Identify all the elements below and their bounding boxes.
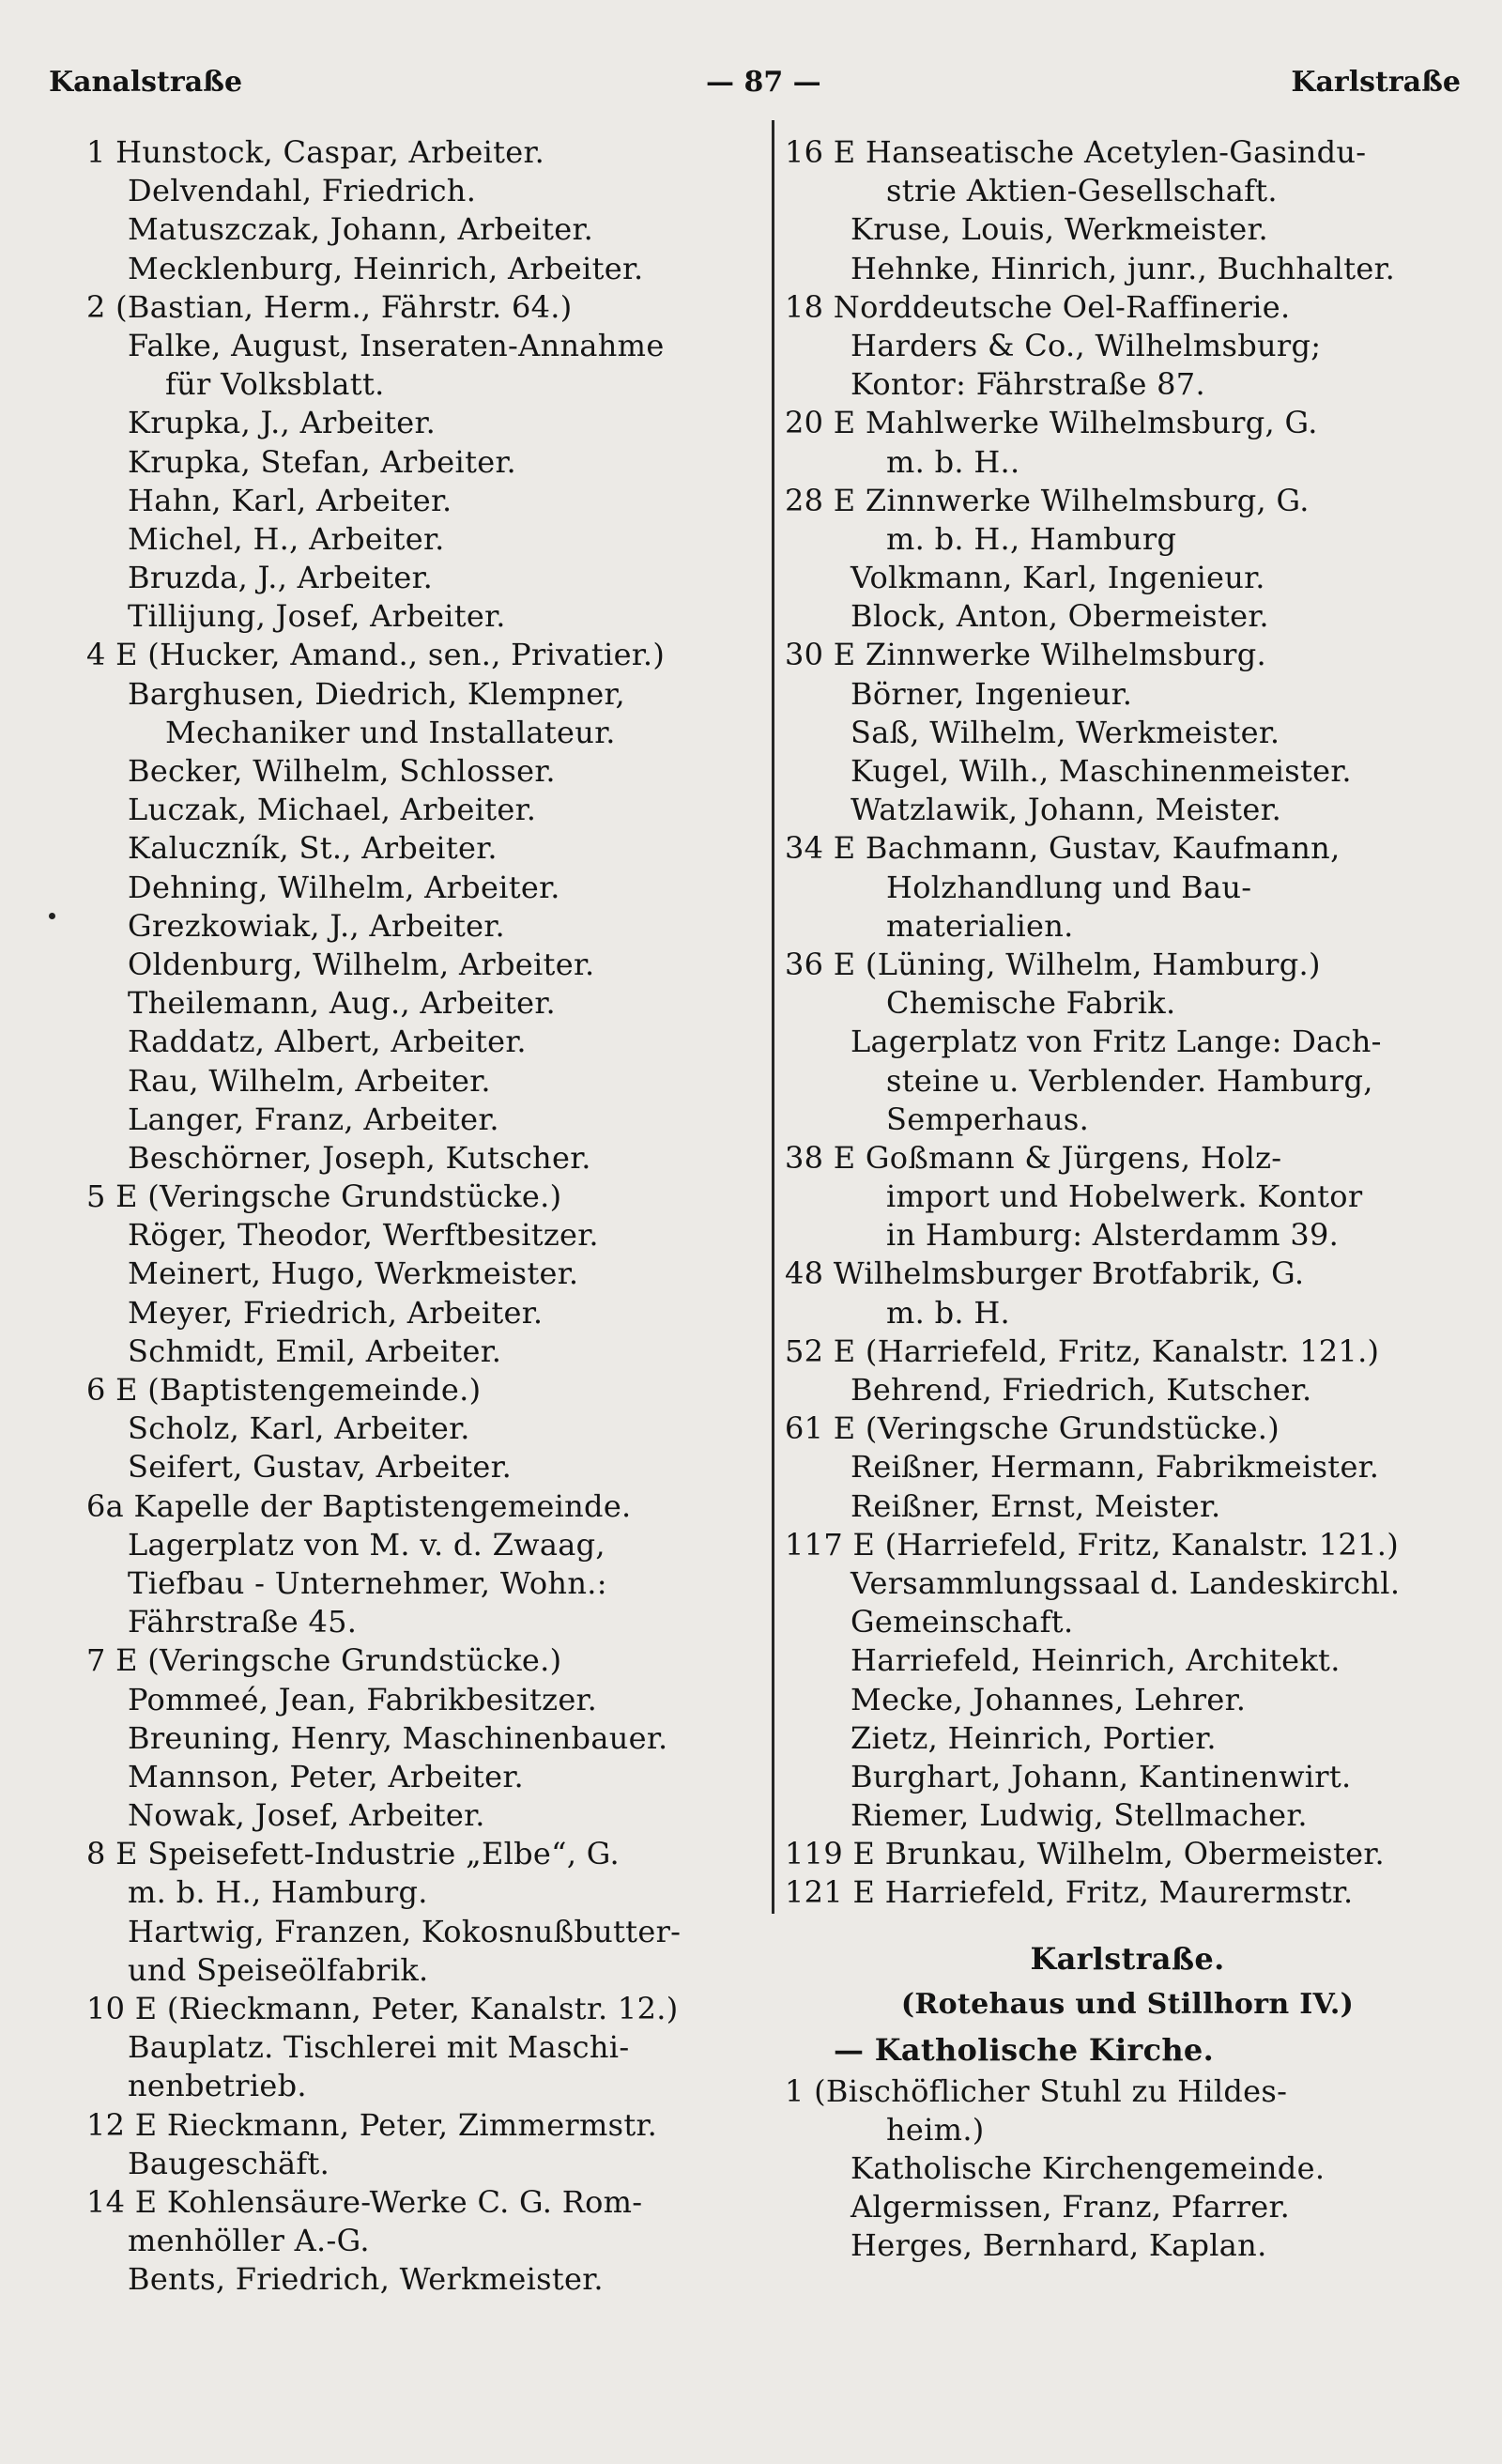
header-right-street: Karlstraße (1291, 66, 1461, 99)
directory-entry-line: Semperhaus. (886, 1101, 1090, 1137)
directory-entry-line: Lagerplatz von M. v. d. Zwaag, (128, 1526, 605, 1563)
karlstrasse-entries (785, 2072, 1470, 2266)
directory-entry-line: Röger, Theodor, Werftbesitzer. (128, 1217, 599, 1254)
directory-entry-line: Rau, Wilhelm, Arbeiter. (128, 1062, 491, 1099)
directory-entry-line: menhöller A.-G. (128, 2223, 370, 2259)
directory-entry-line: Bruzda, J., Arbeiter. (128, 560, 434, 596)
directory-entry-line: 34 E Bachmann, Gustav, Kaufmann, (785, 830, 1341, 867)
directory-entry-line: Michel, H., Arbeiter. (128, 520, 445, 557)
left-column (86, 133, 747, 2300)
directory-entry-line: Lagerplatz von Fritz Lange: Dach- (851, 1024, 1382, 1060)
directory-entry-line: Nowak, Josef, Arbeiter. (128, 1797, 485, 1834)
section-title: Karlstraße. (1030, 1940, 1225, 1977)
directory-entry-line: 12 E Rieckmann, Peter, Zimmermstr. (86, 2106, 658, 2143)
directory-entry-line: 7 E (Veringsche Grundstücke.) (86, 1642, 562, 1679)
directory-entry-line: 61 E (Veringsche Grundstücke.) (785, 1410, 1280, 1447)
directory-entry-line: 14 E Kohlensäure-Werke C. G. Rom- (86, 2183, 643, 2220)
directory-entry-line: Kruse, Louis, Werkmeister. (851, 211, 1269, 248)
directory-entry-line: 16 E Hanseatische Acetylen-Gasindu- (785, 134, 1367, 170)
directory-entry-line: heim.) (886, 2111, 985, 2148)
directory-entry-line: Mecklenburg, Heinrich, Arbeiter. (128, 250, 644, 286)
directory-entry-line: Fährstraße 45. (128, 1604, 358, 1640)
directory-entry-line: Meinert, Hugo, Werkmeister. (128, 1255, 579, 1292)
directory-entry-line: m. b. H., Hamburg (886, 520, 1177, 557)
directory-entry-line: Tiefbau - Unternehmer, Wohn.: (128, 1564, 607, 1601)
directory-entry-line: Baugeschäft. (128, 2145, 330, 2181)
directory-entry-line: Hahn, Karl, Arbeiter. (128, 482, 452, 518)
directory-entry-line: Kugel, Wilh., Maschinenmeister. (851, 753, 1352, 789)
directory-entry-line: Mannson, Peter, Arbeiter. (128, 1758, 524, 1794)
directory-entry-line: Kaluczník, St., Arbeiter. (128, 830, 498, 867)
directory-entry-line: 1 (Bischöflicher Stuhl zu Hildes- (785, 2072, 1288, 2109)
directory-entry-line: Breuning, Henry, Maschinenbauer. (128, 1719, 668, 1756)
directory-entry-line: für Volksblatt. (165, 366, 385, 403)
directory-entry-line: Becker, Wilhelm, Schlosser. (128, 753, 556, 789)
directory-entry-line: und Speiseölfabrik. (128, 1951, 429, 1988)
directory-entry-line: 6a Kapelle der Baptistengemeinde. (86, 1487, 632, 1524)
right-column (785, 133, 1470, 2266)
directory-entry-line: Reißner, Ernst, Meister. (851, 1487, 1221, 1524)
directory-entry-line: m. b. H., Hamburg. (128, 1874, 428, 1911)
directory-entry-line: Krupka, J., Arbeiter. (128, 405, 437, 441)
directory-entry-line: Riemer, Ludwig, Stellmacher. (851, 1797, 1308, 1834)
directory-entry-line: Meyer, Friedrich, Arbeiter. (128, 1294, 544, 1331)
directory-entry-line: Behrend, Friedrich, Kutscher. (851, 1372, 1312, 1408)
directory-entry-line: Grezkowiak, J., Arbeiter. (128, 907, 505, 944)
directory-entry-line: 38 E Goßmann & Jürgens, Holz- (785, 1139, 1282, 1176)
directory-entry-line: Hehnke, Hinrich, junr., Buchhalter. (851, 250, 1396, 286)
directory-entry-line: 117 E (Harriefeld, Fritz, Kanalstr. 121.) (785, 1526, 1400, 1563)
print-speck (49, 913, 55, 919)
directory-entry-line: Saß, Wilhelm, Werkmeister. (851, 714, 1280, 750)
directory-entry-line: Beschörner, Joseph, Kutscher. (128, 1139, 591, 1176)
directory-entry-line: Oldenburg, Wilhelm, Arbeiter. (128, 946, 595, 982)
directory-entry-line: Dehning, Wilhelm, Arbeiter. (128, 869, 560, 905)
directory-entry-line: 18 Norddeutsche Oel-Raffinerie. (785, 288, 1291, 325)
directory-entry-line: steine u. Verblender. Hamburg, (886, 1062, 1373, 1099)
directory-entry-line: Raddatz, Albert, Arbeiter. (128, 1024, 527, 1060)
directory-entry-line: 28 E Zinnwerke Wilhelmsburg, G. (785, 482, 1310, 518)
directory-entry-line: import und Hobelwerk. Kontor (886, 1178, 1363, 1215)
directory-entry-line: Delvendahl, Friedrich. (128, 173, 477, 209)
directory-entry-line: 48 Wilhelmsburger Brotfabrik, G. (785, 1255, 1305, 1292)
directory-entry-line: m. b. H. (886, 1294, 1010, 1331)
section-subtitle: (Rotehaus und Stillhorn IV.) (900, 1987, 1355, 2021)
directory-entry-line: Harders & Co., Wilhelmsburg; (851, 327, 1322, 363)
directory-entry-line: m. b. H.. (886, 443, 1020, 480)
directory-entry-line: Block, Anton, Obermeister. (851, 598, 1269, 635)
page-header (49, 66, 1461, 116)
directory-entry-line: Hartwig, Franzen, Kokosnußbutter- (128, 1913, 682, 1949)
directory-entry-line: 6 E (Baptistengemeinde.) (86, 1372, 482, 1408)
directory-entry-line: 119 E Brunkau, Wilhelm, Obermeister. (785, 1836, 1385, 1872)
directory-entry-line: 121 E Harriefeld, Fritz, Maurermstr. (785, 1874, 1354, 1911)
page-number: — 87 — (706, 66, 821, 99)
directory-entry-line: Bauplatz. Tischlerei mit Maschi- (128, 2029, 630, 2066)
directory-entry-line: Bents, Friedrich, Werkmeister. (128, 2261, 604, 2298)
directory-entry-line: Herges, Bernhard, Kaplan. (851, 2227, 1267, 2264)
directory-entry-line: 30 E Zinnwerke Wilhelmsburg. (785, 637, 1267, 673)
directory-entry-line: 8 E Speisefett-Industrie „Elbe“, G. (86, 1836, 620, 1872)
directory-entry-line: in Hamburg: Alsterdamm 39. (886, 1217, 1340, 1254)
directory-entry-line: Kontor: Fährstraße 87. (851, 366, 1205, 403)
directory-entry-line: 2 (Bastian, Herm., Fährstr. 64.) (86, 288, 573, 325)
header-left-street: Kanalstraße (49, 66, 243, 99)
directory-entry-line: Versammlungssaal d. Landeskirchl. (851, 1564, 1401, 1601)
directory-entry-line: Mecke, Johannes, Lehrer. (851, 1681, 1247, 1717)
directory-entry-line: Algermissen, Franz, Pfarrer. (851, 2189, 1291, 2225)
directory-entry-line: Barghusen, Diedrich, Klempner, (128, 675, 626, 712)
directory-entry-line: Gemeinschaft. (851, 1604, 1074, 1640)
directory-entry-line: Katholische Kirchengemeinde. (851, 2150, 1326, 2186)
directory-entry-line: Tillijung, Josef, Arbeiter. (128, 598, 506, 635)
directory-entry-line: 52 E (Harriefeld, Fritz, Kanalstr. 121.) (785, 1332, 1380, 1369)
directory-entry-line: Schmidt, Emil, Arbeiter. (128, 1332, 502, 1369)
directory-entry-line: Seifert, Gustav, Arbeiter. (128, 1449, 513, 1486)
directory-entry-line: Volkmann, Karl, Ingenieur. (851, 560, 1265, 596)
section-heading: — Katholische Kirche. (834, 2031, 1215, 2068)
directory-entry-line: Falke, August, Inseraten-Annahme (128, 327, 665, 363)
directory-entry-line: Holzhandlung und Bau- (886, 869, 1252, 905)
directory-entry-line: Reißner, Hermann, Fabrikmeister. (851, 1449, 1380, 1486)
directory-entry-line: 5 E (Veringsche Grundstücke.) (86, 1178, 562, 1215)
directory-entry-line: Luczak, Michael, Arbeiter. (128, 792, 537, 828)
directory-entry-line: 20 E Mahlwerke Wilhelmsburg, G. (785, 405, 1318, 441)
directory-entry-line: Matuszczak, Johann, Arbeiter. (128, 211, 594, 248)
directory-entry-line: strie Aktien-Gesellschaft. (886, 173, 1278, 209)
directory-entry-line: Watzlawik, Johann, Meister. (851, 792, 1282, 828)
directory-entry-line: Zietz, Heinrich, Portier. (851, 1719, 1217, 1756)
directory-entry-line: Langer, Franz, Arbeiter. (128, 1101, 499, 1137)
directory-entry-line: 36 E (Lüning, Wilhelm, Hamburg.) (785, 946, 1321, 982)
directory-entry-line: Krupka, Stefan, Arbeiter. (128, 443, 517, 480)
directory-entry-line: nenbetrieb. (128, 2068, 307, 2104)
directory-entry-line: 1 Hunstock, Caspar, Arbeiter. (86, 134, 545, 170)
right-column-entries (785, 133, 1470, 1913)
directory-entry-line: Scholz, Karl, Arbeiter. (128, 1410, 470, 1447)
directory-entry-line: Burghart, Johann, Kantinenwirt. (851, 1758, 1352, 1794)
directory-entry-line: Börner, Ingenieur. (851, 675, 1133, 712)
directory-entry-line: Pommeé, Jean, Fabrikbesitzer. (128, 1681, 598, 1717)
directory-entry-line: 10 E (Rieckmann, Peter, Kanalstr. 12.) (86, 1991, 679, 2026)
directory-entry-line: Harriefeld, Heinrich, Architekt. (851, 1642, 1341, 1679)
directory-entry-line: 4 E (Hucker, Amand., sen., Privatier.) (86, 637, 666, 673)
directory-entry-line: Mechaniker und Installateur. (165, 714, 616, 750)
directory-entry-line: materialien. (886, 907, 1074, 944)
directory-entry-line: Theilemann, Aug., Arbeiter. (128, 985, 556, 1022)
directory-entry-line: Chemische Fabrik. (886, 985, 1176, 1022)
column-divider (772, 120, 774, 1914)
